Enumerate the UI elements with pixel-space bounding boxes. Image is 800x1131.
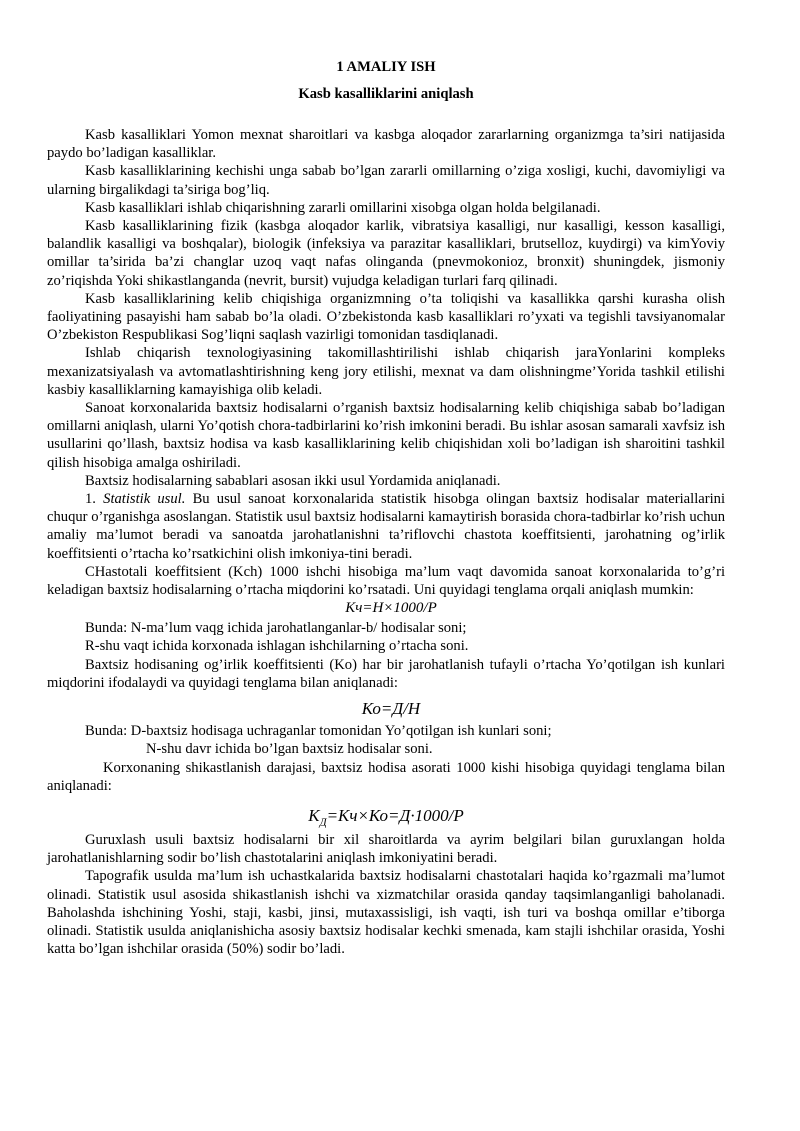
paragraph-where-n: Bunda: N-ma’lum vaqg ichida jarohatlanganlar-b/ hodisalar soni; bbox=[85, 620, 467, 637]
paragraph-where-n2: N-shu davr ichida bo’lgan baxtsiz hodisalar soni. bbox=[146, 741, 433, 758]
formula-subscript: Д bbox=[319, 816, 327, 829]
formula-k: К bbox=[308, 805, 320, 825]
formula-frequency: Кч=Н×1000/Р bbox=[345, 600, 437, 617]
paragraph-technology: Ishlab chiqarish texnologiyasining takomillashtirilishi ishlab chiqarish jaraYonlarini kompleks mexanizatsiyalash va avtomatlashtirishning keng jory etilishi, mexnat va dam olishningme’Yorida tashkil etilishi kasbiy kasalliklarning kamayishiga olib keladi. bbox=[47, 345, 725, 398]
method-term: Statistik usul. bbox=[103, 491, 186, 508]
page-subtitle: Kasb kasalliklarini aniqlash bbox=[298, 86, 474, 102]
document-body bbox=[47, 58, 725, 958]
formula-severity: Ко=Д/Н bbox=[361, 699, 421, 719]
paragraph-definition: Kasb kasalliklari Yomon mexnat sharoitlari va kasbga aloqador zararlarning organizmga ta’siri natijasida paydo bo’ladigan kasalliklar. bbox=[47, 127, 725, 162]
paragraph-topographic-method: Tapografik usulda ma’lum ish uchastkalarida baxtsiz hodisalarni chastotalari haqida ko’rgazmali ma’lumot olinadi. Statistik usul asosida shikastlanish ishchi va xizmatchilar orasida qanday taqsimlanganligi baholanadi. Baholashda ishchining Yoshi, staji, kasbi, jinsi, mutaxassisligi, ish vaqti, ish turi va boshqa omillar e’tiborga olinadi. Statistik usulda aniqlanishicha asosiy baxtsiz hodisalar kechki smenada, kam stajli ishchilar orasida, Yoshi katta bo’lgan ishchilar orasida (50%) sodir bo’ladi. bbox=[47, 868, 725, 958]
list-number: 1. bbox=[85, 491, 96, 508]
paragraph-grouping-method: Guruxlash usuli baxtsiz hodisalarni bir xil sharoitlarda va ayrim belgilari bilan guruxlangan holda jarohatlanishlarning sodir bo’lish chastotalarini aniqlash imkoniyatini beradi. bbox=[47, 831, 725, 867]
paragraph-types: Kasb kasalliklarining fizik (kasbga aloqador karlik, vibratsiya kasalligi, nur kasalligi, kesson kasalligi, balandlik kasalligi va boshqalar), biologik (infeksiya va parazitar kasalliklari, brutselloz, kuydirgi) va kimYoviy omillar ta’sirida ba’zi changlar uzoq vaqt nafas olinganda (pnevmokonioz, bronxit) shuningdek, jismoniy zo’riqishda Yoki shikastlanganda (nevrit, bursit) vujudga keladigan turlari farq qilinadi. bbox=[47, 218, 725, 289]
paragraph-injury-level: Korxonaning shikastlanish darajasi, baxtsiz hodisa asorati 1000 kishi hisobiga quyidagi tenglama bilan aniqlanadi: bbox=[47, 759, 725, 794]
paragraph-accidents: Sanoat korxonalarida baxtsiz hodisalarni o’rganish baxtsiz hodisalarning kelib chiqishiga sabab bo’ladigan omillarni aniqlash, ularni Yo’qotish chora-tadbirlarini ko’rish imkonini beradi. Bu ishlar asosan samarali xavfsiz ish usullarini qo’llash, baxtsiz hodisa va kasb kasalliklarining kelib chiqishidan xoli bo’ladigan ish sharoitini tashkil qilish hisobiga amalga oshiriladi. bbox=[47, 400, 725, 471]
paragraph-frequency-coefficient: CHastotali koeffitsient (Kch) 1000 ishchi hisobiga ma’lum vaqt davomida sanoat korxonalarida to’g’ri keladigan baxtsiz hodisalarning o’rtacha miqdorini ko’rsatadi. Uni quyidagi tenglama orqali aniqlash mumkin: bbox=[47, 563, 725, 599]
paragraph-classification: Kasb kasalliklari ishlab chiqarishning zararli omillarini xisobga olgan holda belgilanadi. bbox=[85, 199, 601, 216]
paragraph-where-r: R-shu vaqt ichida korxonada ishlagan ishchilarning o’rtacha soni. bbox=[85, 638, 469, 655]
formula-injury-level bbox=[47, 807, 725, 831]
paragraph-statistical-method bbox=[47, 490, 725, 563]
formula-expression: =Кч×Ко=Д·1000/Р bbox=[326, 805, 464, 825]
method-description: Bu usul sanoat korxonalarida statistik hisobga olingan baxtsiz hodisalar materiallarini chuqur o’rganishga asoslangan. Statistik usul baxtsiz hodisalarni kamaytirish borasida chora-tadbirlar ko’rish uchun amaliy ma’lumot beradi va sanoatda jarohatlanishni ta’riflovchi chastota koeffitsienti, jarohatning og’irlik koeffitsienti o’rtacha ko’rsatkichini olish imkoniya-tini beradi. bbox=[47, 491, 725, 562]
paragraph-methods: Baxtsiz hodisalarning sabablari asosan ikki usul Yordamida aniqlanadi. bbox=[85, 472, 501, 489]
paragraph-severity-coefficient: Baxtsiz hodisaning og’irlik koeffitsienti (Ko) har bir jarohatlanish tufayli o’rtacha Yo’qotilgan ish kunlari miqdorini ifodalaydi va quyidagi tenglama bilan aniqlanadi: bbox=[47, 656, 725, 691]
page-title: 1 AMALIY ISH bbox=[336, 59, 436, 75]
paragraph-course: Kasb kasalliklarining kechishi unga sabab bo’lgan zararli omillarning o’ziga xosligi, kuchi, davomiyligi va ularning birgalikdagi ta’siriga bog’liq. bbox=[47, 163, 725, 198]
paragraph-where-d: Bunda: D-baxtsiz hodisaga uchraganlar tomonidan Yo’qotilgan ish kunlari soni; bbox=[85, 723, 552, 740]
spacer bbox=[47, 103, 725, 126]
paragraph-causes: Kasb kasalliklarining kelib chiqishiga organizmning o’ta toliqishi va kasallikka qarshi kurasha olish faoliyatining pasayishi ham sabab bo’la oladi. O’zbekistonda kasb kasalliklari ro’yxati va tegishli tavsiyanomalar O’zbekiston Respublikasi Sog’liqni saqlash vazirligi tomonidan tasdiqlanadi. bbox=[47, 290, 725, 344]
